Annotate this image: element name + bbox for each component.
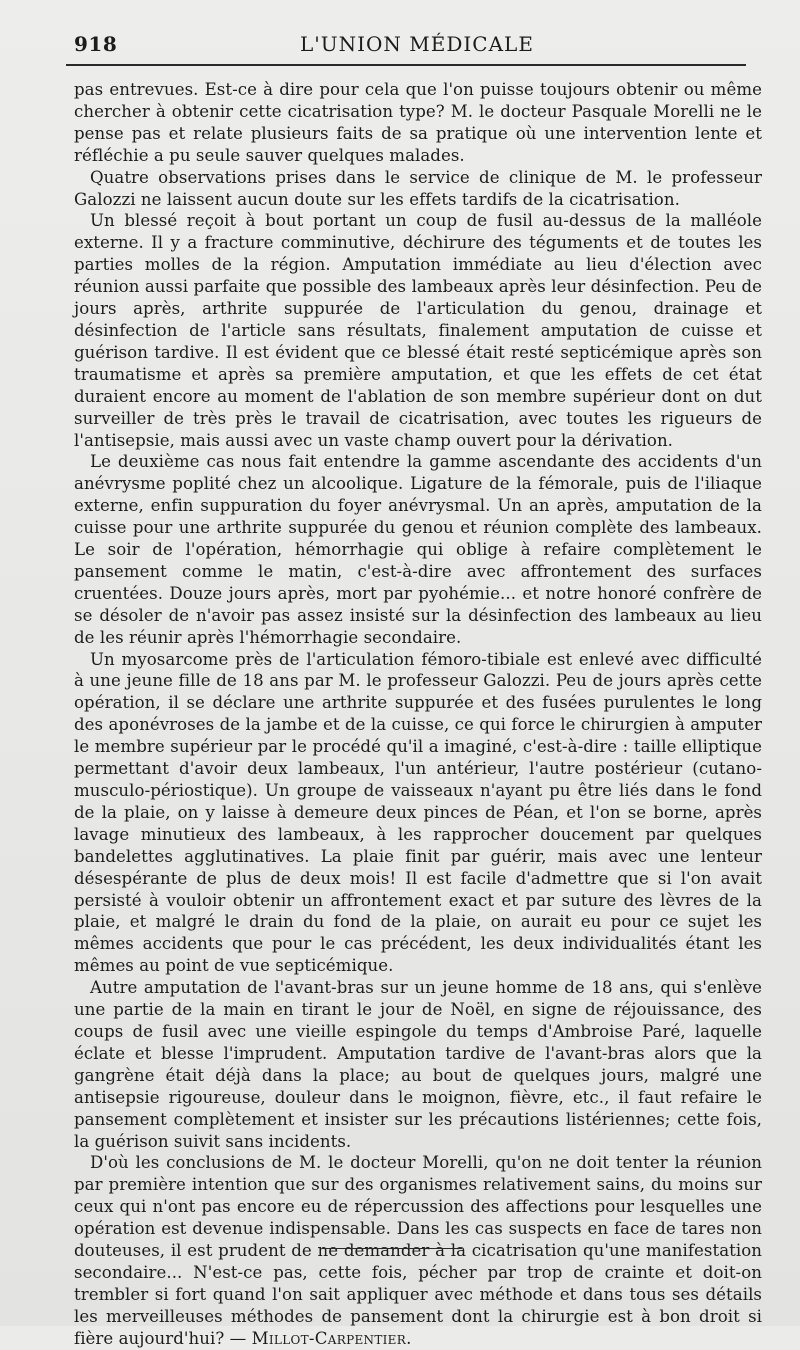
journal-title: L'UNION MÉDICALE bbox=[300, 32, 534, 56]
page-number: 918 bbox=[74, 32, 118, 56]
paragraph: Quatre observations prises dans le service de clinique de M. le professeur Galozzi ne laissent aucun doute sur les effets tardifs de la cicatrisation. bbox=[74, 167, 762, 209]
header-rule bbox=[66, 64, 746, 66]
paragraph: Un myosarcome près de l'articulation fémoro-tibiale est enlevé avec difficulté à une jeune fille de 18 ans par M. le professeur Galozzi. Peu de jours après cette opération, il se déclare une arthrite suppurée et des fusées purulentes le long des aponévroses de la jambe et de la cuisse, ce qui force le chirurgien à amputer le membre supérieur par le procédé qu'il a imaginé, c'est-à-dire : taille elliptique permettant d'avoir deux lambeaux, l'un antérieur, l'autre postérieur (cutano-musculo-périostique). Un groupe de vaisseaux n'ayant pu être liés dans le fond de la plaie, on y laisse à demeure deux pinces de Péan, et l'on se borne, après lavage minutieux des lambeaux, à les rapprocher doucement par quelques bandelettes agglutinatives. La plaie finit par guérir, mais avec une lenteur désespérante de plus de deux mois! Il est facile d'admettre que si l'on avait persisté à vouloir obtenir un affrontement exact et par suture des lèvres de la plaie, et malgré le drain du fond de la plaie, on aurait eu pour ce sujet les mêmes accidents que pour le cas précédent, les deux individualités étant les mêmes au point de vue septicémique. bbox=[74, 649, 762, 976]
paragraph: Le deuxième cas nous fait entendre la gamme ascendante des accidents d'un anévrysme poplité chez un alcoolique. Ligature de la fémorale, puis de l'iliaque externe, enfin suppuration du foyer anévrysmal. Un an après, amputation de la cuisse pour une arthrite suppurée du genou et réunion complète des lambeaux. Le soir de l'opération, hémorrhagie qui oblige à refaire complètement le pansement comme le matin, c'est-à-dire avec affrontement des surfaces cruentées. Douze jours après, mort par pyohémie... et notre honoré confrère de se désoler de n'avoir pas assez insisté sur la désinfection des lambeaux au lieu de les réunir après l'hémorrhagie secondaire. bbox=[74, 452, 762, 647]
paragraph: Un blessé reçoit à bout portant un coup de fusil au-dessus de la malléole externe. Il y a fracture comminutive, déchirure des téguments et de toutes les parties molles de la région. Amputation immédiate au lieu d'élection avec réunion aussi parfaite que possible des lambeaux après leur désinfection. Peu de jours après, arthrite suppurée de l'articulation du genou, drainage et désinfection de l'article sans résultats, finalement amputation de cuisse et guérison tardive. Il est évident que ce blessé était resté septicémique après son traumatisme et après sa première amputation, et que les effets de cet état duraient encore au moment de l'ablation de son membre supérieur dont on dut surveiller de très près le travail de cicatrisation, avec toutes les rigueurs de l'antisepsie, mais aussi avec un vaste champ ouvert pour la dérivation. bbox=[74, 211, 762, 450]
page-header bbox=[60, 30, 750, 60]
paragraph-text: D'où les conclusions de M. le docteur Morelli, qu'on ne doit tenter la réunion par première intention que sur des organismes relativement sains, du moins sur ceux qui n'ont pas encore eu de répercussion des affections pour lesquelles une opération est devenue indispensable. Dans les cas suspects en face de tares non douteuses, il est prudent de ne demander à la cicatrisation qu'une manifestation secondaire... N'est-ce pas, cette fois, pécher par trop de crainte et doit-on trembler si fort quand l'on sait appliquer avec méthode et dans tous ses détails les merveilleuses méthodes de pansement dont la chirurgie est à bon droit si fière aujourd'hui? — bbox=[74, 1153, 762, 1348]
paragraph-with-signature bbox=[74, 1152, 762, 1349]
author-signature: Millot-Carpentier. bbox=[251, 1328, 412, 1348]
paragraph: Autre amputation de l'avant-bras sur un jeune homme de 18 ans, qui s'enlève une partie de la main en tirant le jour de Noël, en signe de réjouissance, des coups de fusil avec une vieille espingole du temps d'Ambroise Paré, laquelle éclate et blesse l'imprudent. Amputation tardive de l'avant-bras alors que la gangrène était déjà dans la place; au bout de quelques jours, malgré une antisepsie rigoureuse, douleur dans le moignon, fièvre, etc., il faut refaire le pansement complètement et insister sur les précautions listériennes; cette fois, la guérison suivit sans incidents. bbox=[74, 978, 762, 1151]
footer-rule bbox=[322, 1248, 462, 1249]
paragraph: pas entrevues. Est-ce à dire pour cela que l'on puisse toujours obtenir ou même chercher à obtenir cette cicatrisation type? M. le docteur Pasquale Morelli ne le pense pas et relate plusieurs faits de sa pratique où une intervention lente et réfléchie a pu seule sauver quelques malades. bbox=[74, 80, 762, 165]
article-body bbox=[74, 79, 762, 1350]
